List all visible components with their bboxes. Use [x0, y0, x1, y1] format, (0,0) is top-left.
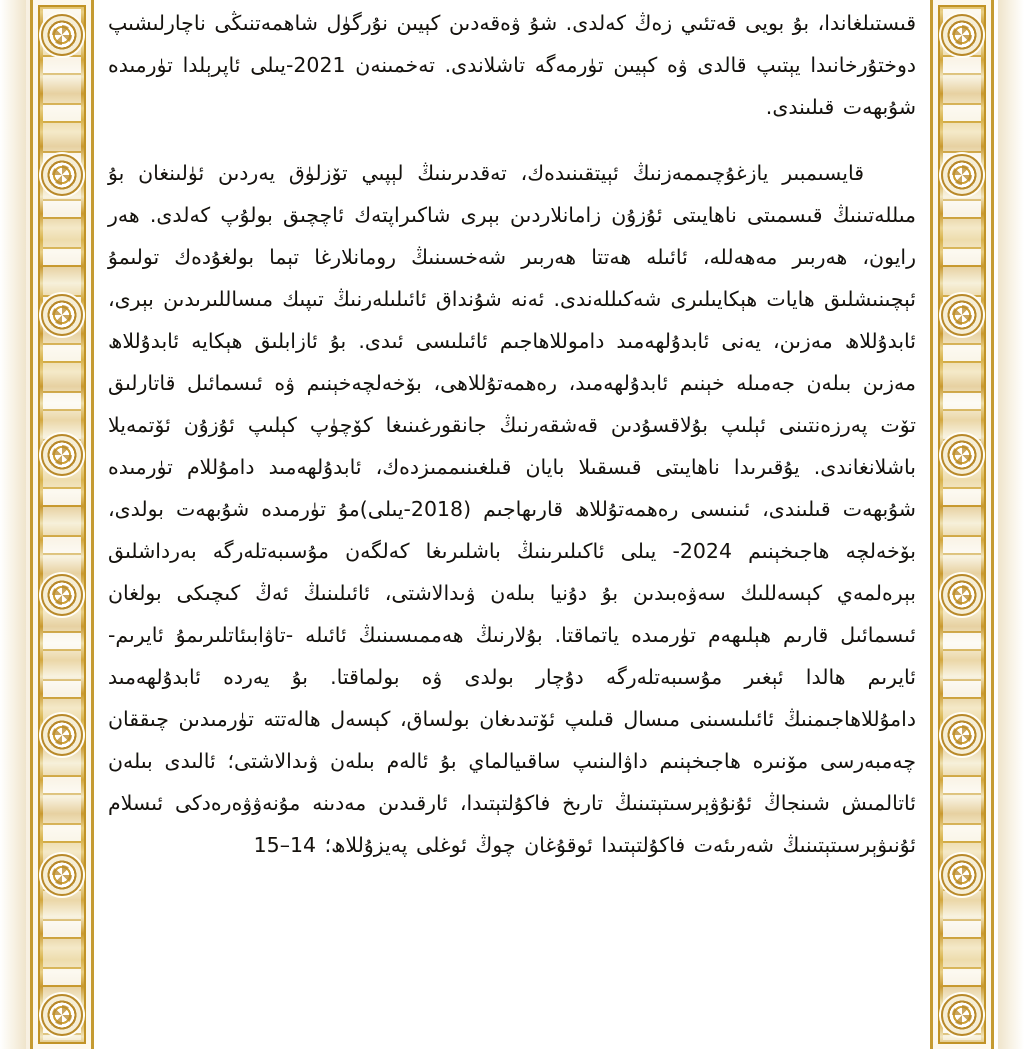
- ornament-medallion-icon: [41, 574, 83, 616]
- paragraph: قىستىلغاندا، بۇ بويى قەتئىي زەڭ كەلدى. شۇ ۋەقەدىن كېيىن نۇرگۈل شاھمەتنىڭى ناچارلىشىپ دوختۇرخانىدا يېتىپ قالدى ۋە كېيىن تۈرمەگە تاشلاندى. تەخمىنەن 2021-يىلى ئاپرېلدا تۈرمىدە شۇبھەت قىلىندى.: [108, 11, 916, 119]
- page-edge-right: [998, 0, 1024, 1049]
- ornament-medallion-icon: [941, 714, 983, 756]
- ornament-medallion-icon: [41, 434, 83, 476]
- paragraph: قايسىمبىر يازغۇچىممەزنىڭ ئېيتقىنىدەك، تەقدىرىنىڭ لېپىي تۆزلۈق يەردىن ئۈلىنغان بۇ مىللەتىنىڭ قىسمىتى ناھايىتى ئۇزۇن زامانلاردىن بېرى شاكىراپتەك ئاچچىق بولۇپ كەلدى. ھەر رايون، ھەربىر مەھەللە، ئائىلە ھەتتا ھەربىر شەخسىنىڭ رومانلارغا تېما بولغۇدەك تولىمۇ ئېچىنىشلىق ھايات ھېكايىلىرى شەكىللەندى. ئەنە شۇنداق ئائىلىلەرنىڭ تىپىك مىساللىرىدىن بېرى، ئابدۇللاھ مەزىن، يەنى ئابدۇلھەمىد داموللاھاجىم ئائىلىسى ئىدى. بۇ ئازابلىق ھېكايە ئابدۇللاھ مەزىن بىلەن جەمىلە خېنىم ئابدۇلھەمىد، رەھمەتۇللاھى، بۆخەلچەخېنىم ۋە ئىسمائىل قاتارلىق تۆت پەرزەنتىنى ئېلىپ بۇلاقسۇدىن قەشقەرنىڭ جانقورغىنىغا كۆچۈپ كېلىپ ئۇزۇن ئۆتمەيلا باشلانغاندى. يۇقىرىدا ناھايىتى قىسقىلا بايان قىلغىنىممىزدەك، ئابدۇلھەمىد دامۇللام تۈرمىدە شۇبھەت قىلىندى، ئىنىسى رەھمەتۇللاھ قارىھاجىم (2018-يىلى)مۇ تۈرمىدە شۇبھەت بولدى، بۆخەلچە ھاجىخېنىم 2024- يىلى ئاكىلىرىنىڭ باشلىرىغا كەلگەن مۇسىبەتلەرگە بەرداشلىق بېرەلمەي كېسەللىك سەۋەبىدىن بۇ دۇنيا بىلەن ۋىدالاشتى، ئائىلىنىڭ ئەڭ كىچىكى بولغان ئىسمائىل قارىم ھېلىھەم تۈرمىدە ياتماقتا. بۇلارنىڭ ھەممىسىنىڭ ئائىلە -تاۋابىئاتلىرىمۇ ئايرىم-ئايرىم ھالدا ئېغىر مۇسىبەتلەرگە دۇچار بولدى ۋە بولماقتا. بۇ يەردە ئابدۇلھەمىد دامۇللاھاجىمنىڭ ئائىلىسىنى مىسال قىلىپ ئۆتىدىغان بولساق، كېسەل ھالەتتە تۈرمىدىن چىققان چەمبەرسى مۆنىرە ھاجىخېنىم داۋالىنىپ ساقىيالماي بۇ ئالەم بىلەن ۋىدالاشتى؛ ئالىدى بىلەن ئاتالمىش شىنجاڭ ئۇنۇۋېرسىتېتىنىڭ تارىخ فاكۇلتېتىدا، ئارقىدىن مەدىنە مۇنەۋۋەرەدكى ئىسلام ئۇنىۋېرسىتېتىنىڭ شەرىئەت فاكۇلتېتىدا ئوقۇغان چوڭ ئوغلى پەيزۇللاھ؛ 14–15: [108, 161, 916, 857]
- ornament-medallion-icon: [941, 154, 983, 196]
- ornament-medallion-icon: [41, 154, 83, 196]
- ornament-medallion-icon: [941, 14, 983, 56]
- ornament-medallion-icon: [941, 294, 983, 336]
- ornament-medallion-icon: [941, 434, 983, 476]
- ornamental-border-left: [30, 0, 94, 1049]
- ornament-medallion-icon: [41, 994, 83, 1036]
- ornament-medallion-icon: [941, 854, 983, 896]
- page-edge-left: [0, 0, 26, 1049]
- ornament-medallion-icon: [41, 714, 83, 756]
- ornament-medallion-icon: [941, 574, 983, 616]
- body-text-column: [108, 0, 916, 1049]
- ornamental-border-right: [930, 0, 994, 1049]
- ornament-medallion-icon: [41, 854, 83, 896]
- ornament-medallion-icon: [41, 294, 83, 336]
- ornament-medallion-icon: [941, 994, 983, 1036]
- ornament-medallion-icon: [41, 14, 83, 56]
